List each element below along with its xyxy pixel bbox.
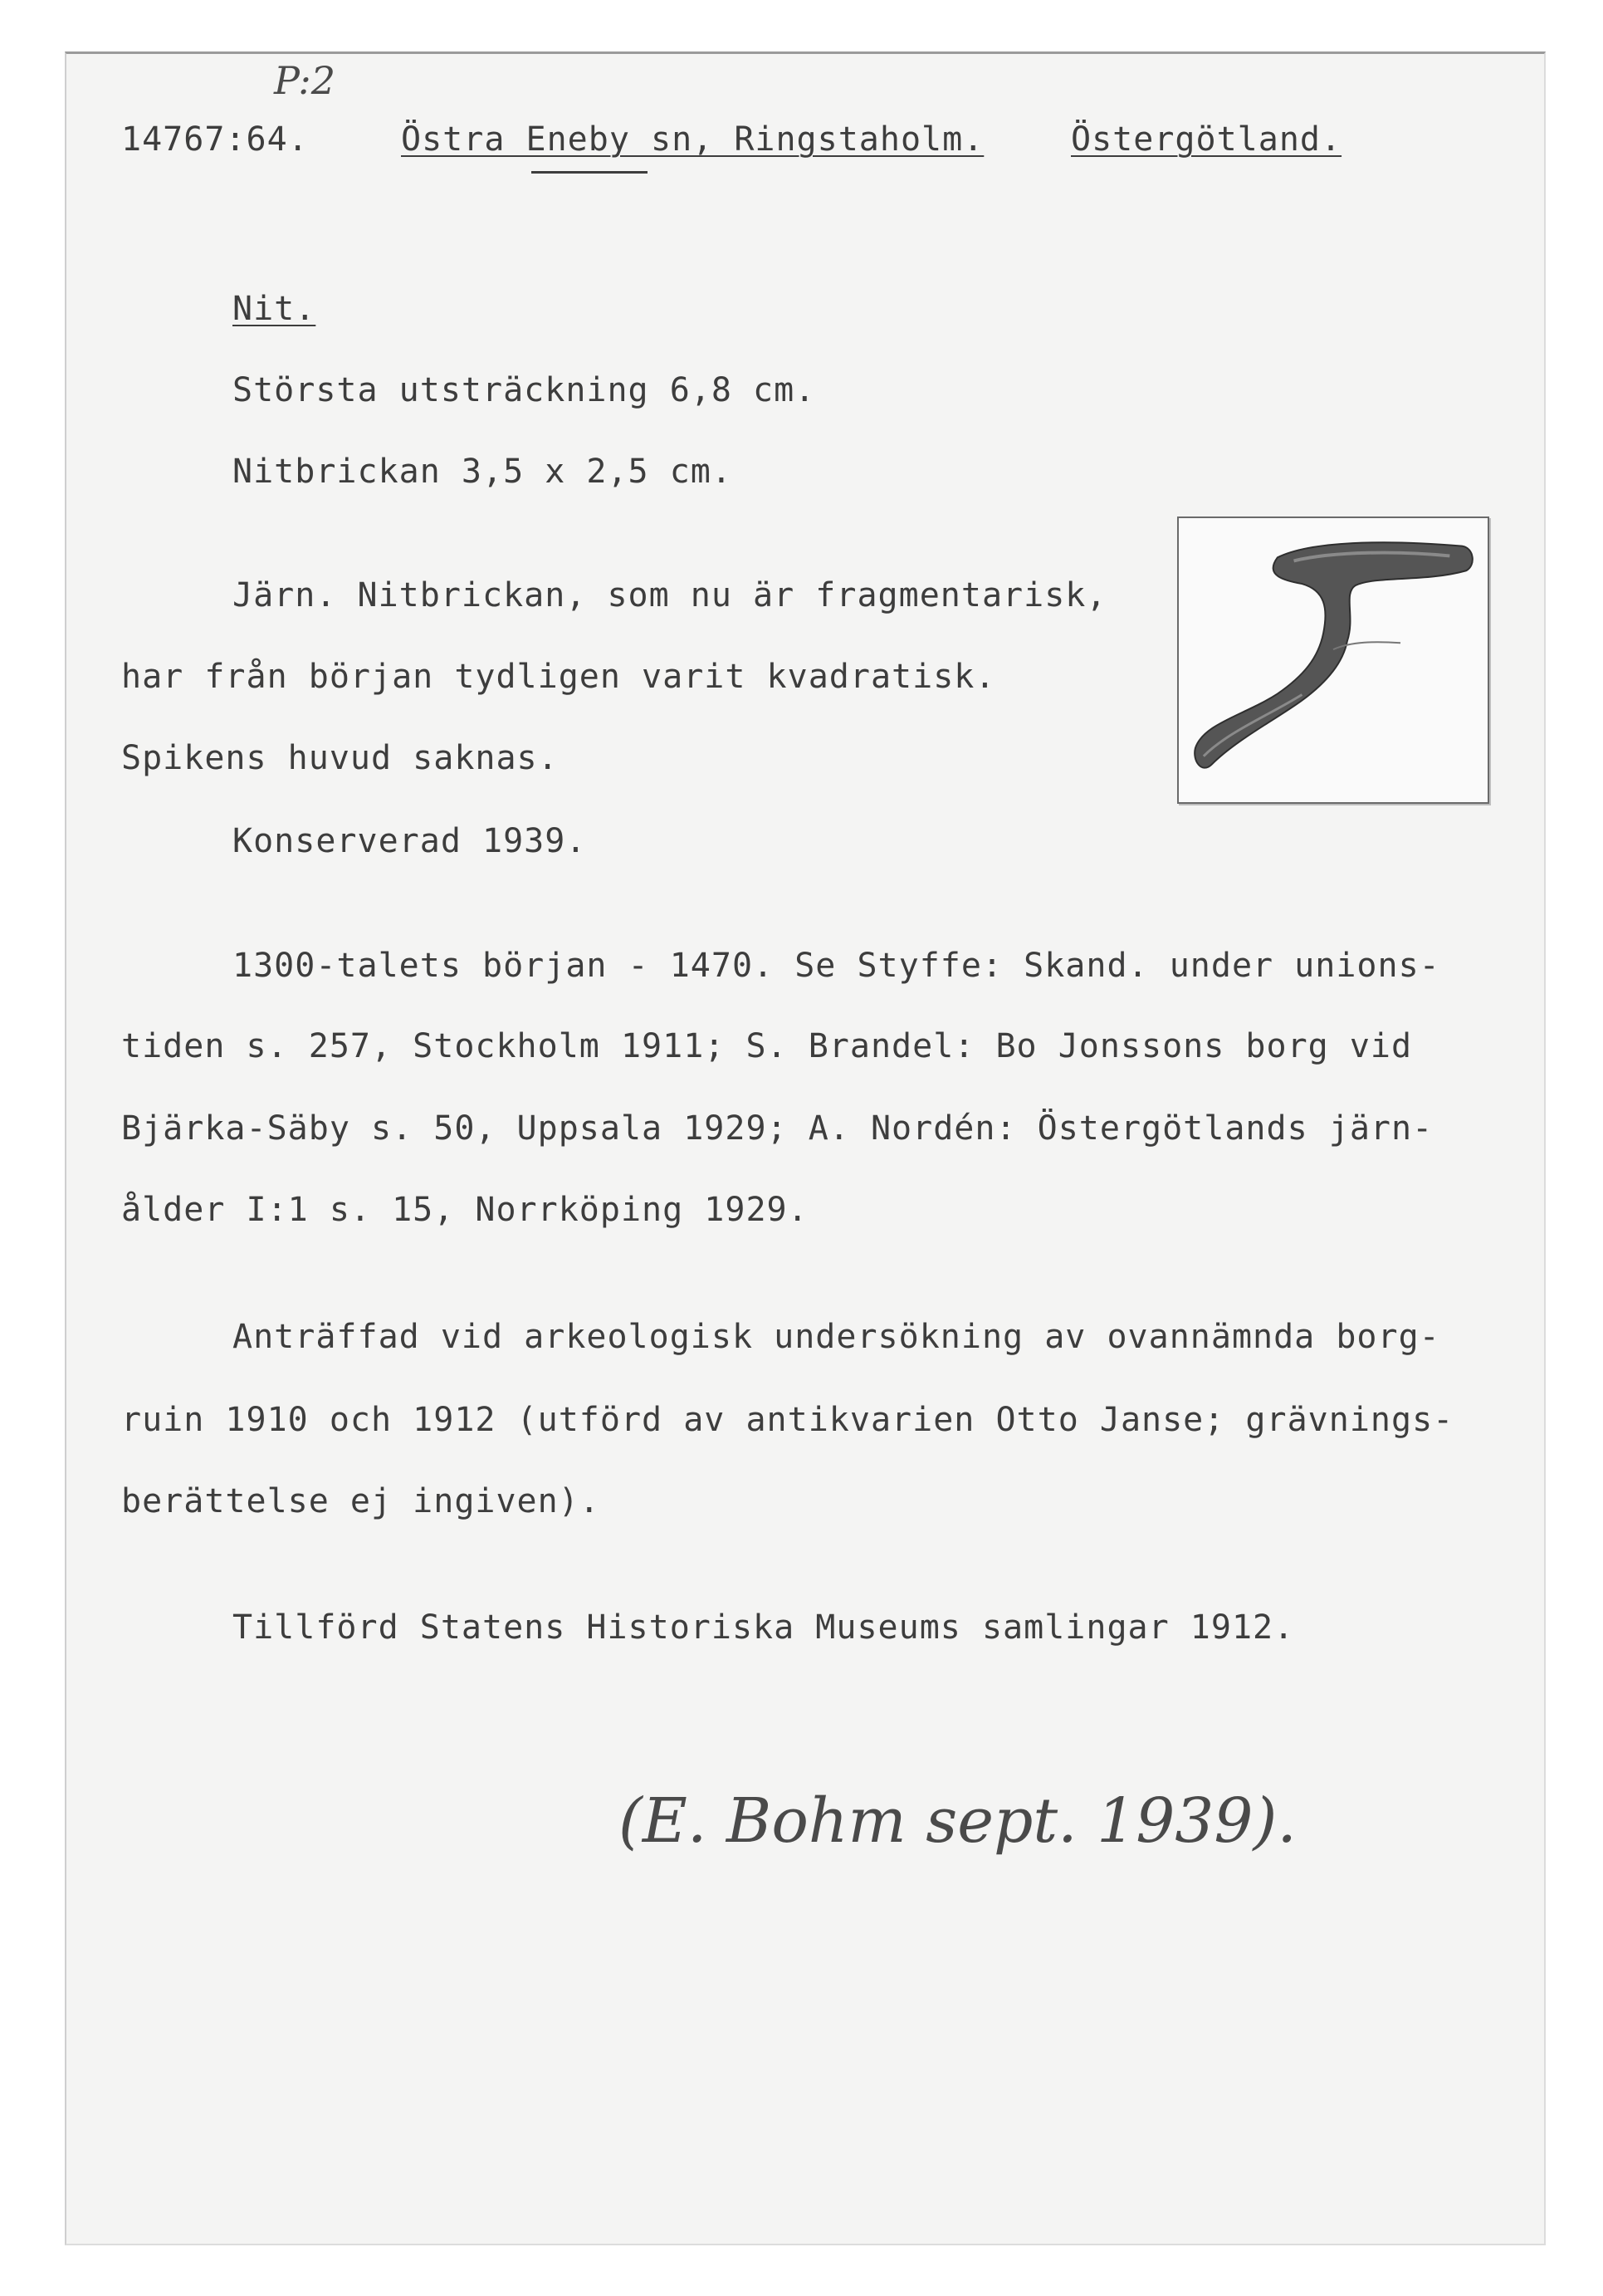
province: Östergötland. [1071, 120, 1342, 159]
description-line: har från början tydligen varit kvadratisk. [121, 658, 996, 696]
measurement-plate: Nitbrickan 3,5 x 2,5 cm. [232, 453, 732, 491]
find-line: berättelse ej ingiven). [121, 1482, 600, 1520]
acquisition-line: Tillförd Statens Historiska Museums samlingar 1912. [232, 1608, 1295, 1647]
find-line: Anträffad vid arkeologisk undersökning av ovannämnda borg- [232, 1318, 1440, 1356]
find-line: ruin 1910 och 1912 (utförd av antikvarien Otto Janse; grävnings- [121, 1401, 1454, 1439]
parish-double-underline [531, 171, 648, 174]
handwritten-signature: (E. Bohm sept. 1939). [618, 1785, 1297, 1857]
inventory-number: 14767:64. [121, 120, 309, 159]
object-photo [1177, 516, 1489, 804]
dating-line: Bjärka-Säby s. 50, Uppsala 1929; A. Nordén: Östergötlands järn- [121, 1109, 1434, 1148]
description-line: Järn. Nitbrickan, som nu är fragmentarisk, [232, 576, 1107, 614]
conservation-note: Konserverad 1939. [232, 822, 587, 860]
page-mark: P:2 [274, 58, 336, 103]
dating-line: ålder I:1 s. 15, Norrköping 1929. [121, 1191, 809, 1229]
dating-line: tiden s. 257, Stockholm 1911; S. Brandel: Bo Jonssons borg vid [121, 1027, 1413, 1065]
rivet-image [1179, 518, 1488, 802]
find-location: Östra Eneby sn, Ringstaholm. [401, 120, 985, 159]
object-title: Nit. [232, 290, 316, 328]
dating-line: 1300-talets början - 1470. Se Styffe: Skand. under unions- [232, 947, 1440, 985]
description-line: Spikens huvud saknas. [121, 739, 559, 777]
measurement-length: Största utsträckning 6,8 cm. [232, 371, 816, 409]
